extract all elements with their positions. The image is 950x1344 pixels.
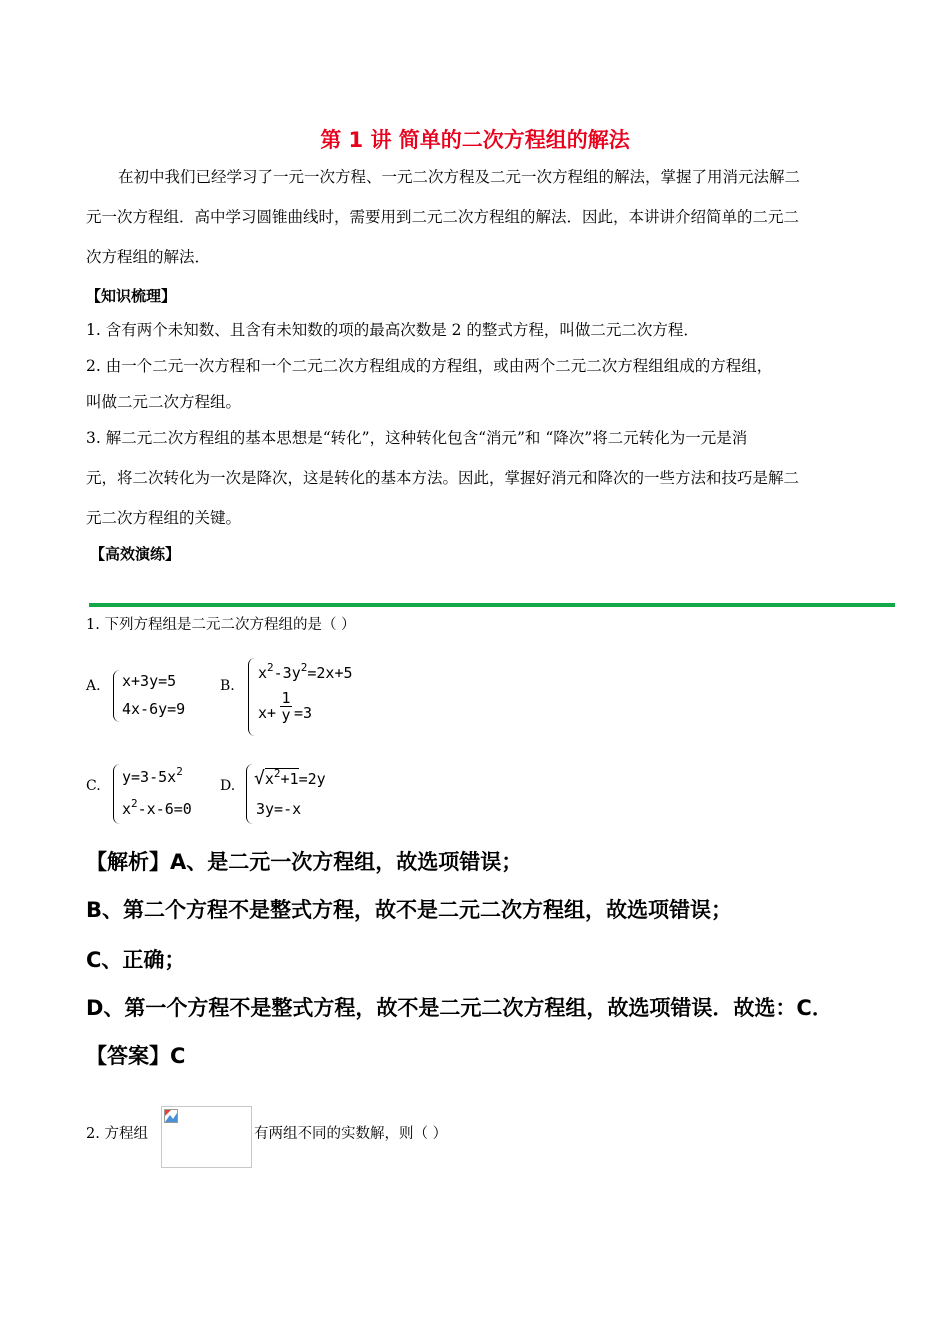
page-title: 第 1 讲 简单的二次方程组的解法 [320, 128, 630, 152]
option-d-label: D. [220, 778, 236, 794]
point-2-cont: 叫做二元二次方程组。 [86, 393, 242, 411]
question-1-stem: 1. 下列方程组是二元二次方程组的是（ ） [86, 617, 356, 633]
option-c-brace [113, 764, 120, 824]
option-d-eq-1: $√x^2+1=2y$ [254, 767, 326, 789]
question-2-suffix: 有两组不同的实数解，则（ ） [254, 1126, 448, 1142]
option-a-label: A. [86, 678, 101, 694]
point-3: 3. 解二元二次方程组的基本思想是“转化”，这种转化包含“消元”和 “降次”将二元转化为一元是消 [86, 429, 748, 447]
option-b-eq-2-left: x+ [258, 704, 277, 722]
option-d-brace [246, 764, 253, 824]
option-b-label: B. [220, 678, 235, 694]
point-3-cont-2: 元二次方程组的关键。 [86, 509, 242, 527]
option-b-eq-1: $x^2-3y^2=2x+5$ [258, 661, 353, 682]
section-heading-knowledge: 【知识梳理】 [86, 287, 177, 305]
option-c-eq-2: $x^2-x-6=0$ [122, 797, 192, 818]
option-a-eq-1: x+3y=5 [122, 672, 177, 690]
option-d-eq-2: 3y=-x [256, 800, 302, 818]
broken-image-placeholder [161, 1106, 252, 1168]
intro-line-3: 次方程组的解法． [86, 248, 211, 266]
option-b-eq-2-right: =3 [294, 704, 313, 722]
point-3-cont-1: 元，将二次转化为一次是降次，这是转化的基本方法。因此，掌握好消元和降次的一些方法和技巧是解二 [86, 469, 800, 487]
analysis-line-2: B、第二个方程不是整式方程，故不是二元二次方程组，故选项错误； [86, 898, 733, 922]
option-c-eq-1: $y=3-5x^2$ [122, 765, 183, 786]
point-1: 1. 含有两个未知数、且含有未知数的项的最高次数是 2 的整式方程，叫做二元二次方程． [86, 321, 699, 339]
intro-line-1: 在初中我们已经学习了一元一次方程、一元二次方程及二元一次方程组的解法，掌握了用消元法解二 [118, 168, 801, 186]
point-2: 2. 由一个二元一次方程和一个二元二次方程组成的方程组，或由两个二元二次方程组组成的方程组， [86, 357, 773, 375]
analysis-line-1: 【解析】A、是二元一次方程组，故选项错误； [86, 850, 523, 874]
broken-image-icon [164, 1109, 178, 1123]
option-b-fraction: 1 y [281, 689, 291, 724]
option-b-brace [248, 658, 255, 736]
analysis-line-3: C、正确； [86, 948, 186, 972]
option-a-eq-2: 4x-6y=9 [122, 700, 186, 718]
intro-line-2: 元一次方程组．高中学习圆锥曲线时，需要用到二元二次方程组的解法．因此，本讲讲介绍简单的二元二 [86, 208, 800, 226]
sqrt-sign-icon: √ [254, 768, 265, 789]
analysis-line-4: D、第一个方程不是整式方程，故不是二元二次方程组，故选项错误．故选：C． [86, 996, 833, 1020]
option-c-label: C. [86, 778, 101, 794]
question-2-prefix: 2. 方程组 [86, 1126, 148, 1142]
section-heading-practice: 【高效演练】 [90, 545, 181, 563]
option-a-brace [113, 670, 120, 722]
divider-rule [89, 603, 895, 607]
answer-line: 【答案】C [86, 1044, 186, 1068]
